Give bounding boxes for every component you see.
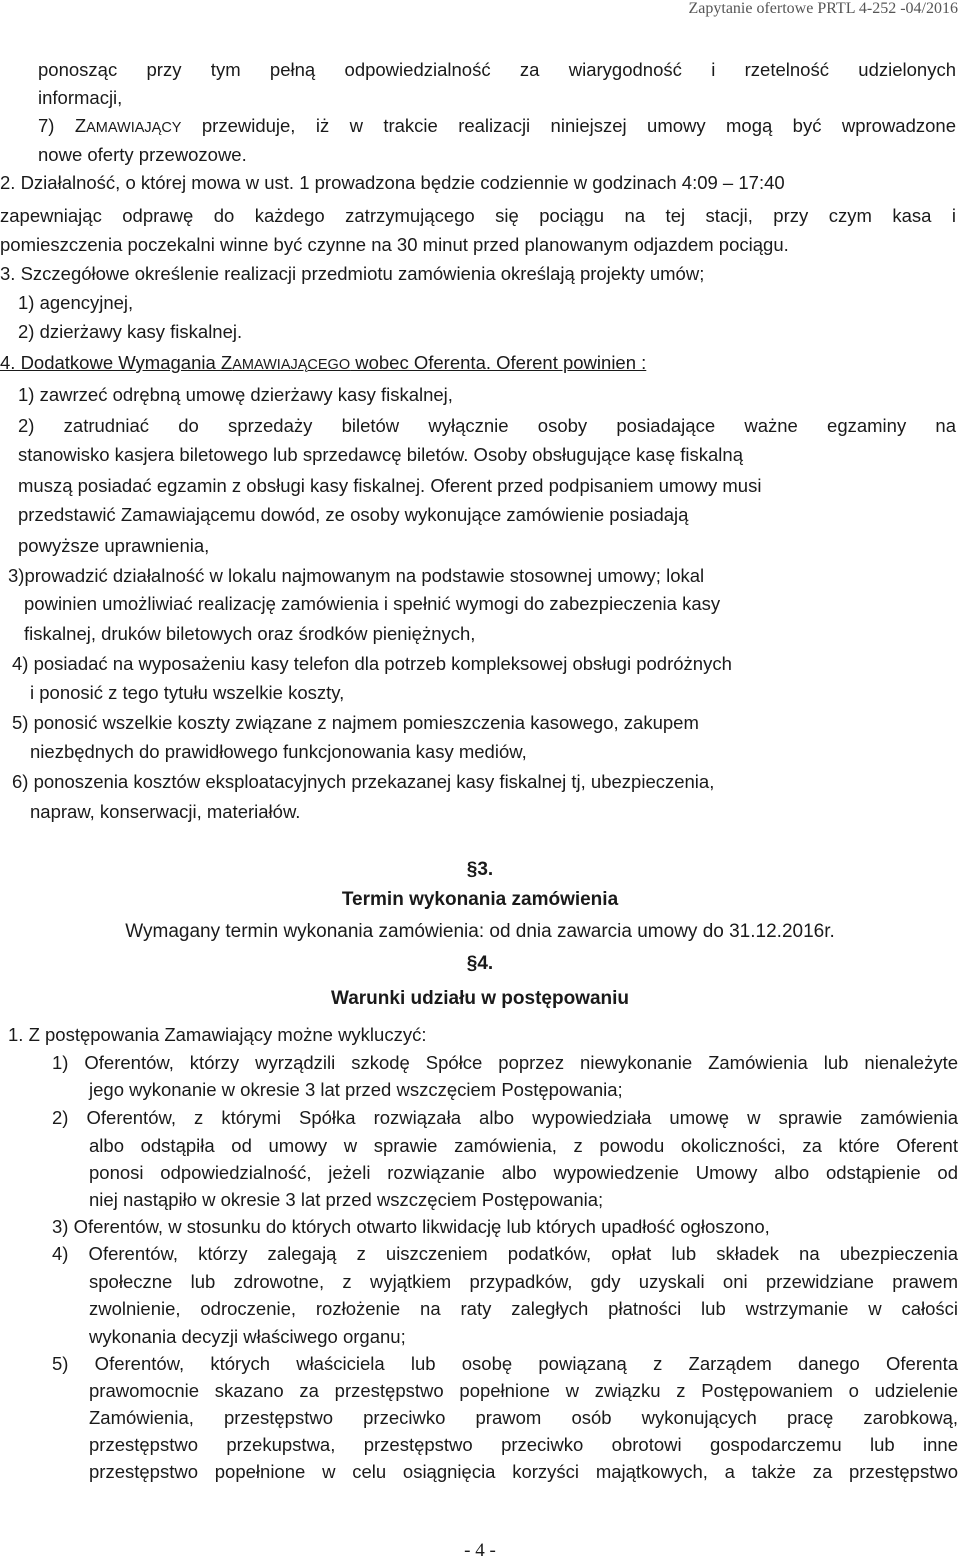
point-7-line-1: 7) ZAMAWIAJĄCY przewiduje, iż w trakcie realizacji niniejszej umowy mogą być wprowadzone bbox=[38, 115, 957, 136]
condition-4-line-2: społeczne lub zdrowotne, z wyjątkiem przypadków, gdy uzyskali oni przewidziane prawem bbox=[89, 1271, 958, 1292]
point-3-line-1: 3. Szczegółowe określenie realizacji przedmiotu zamówienia określają projekty umów; bbox=[0, 263, 705, 284]
requirement-2-line-3: muszą posiadać egzamin z obsługi kasy fiskalnej. Oferent przed podpisaniem umowy musi bbox=[18, 475, 762, 496]
condition-2-line-3: ponosi odpowiedzialność, jeżeli rozwiązanie albo wypowiedzenie Umowy albo odstąpienie od bbox=[89, 1162, 958, 1183]
requirement-2-line-1: 2) zatrudniać do sprzedaży biletów wyłącznie osoby posiadające ważne egzaminy na bbox=[18, 415, 956, 436]
section-3-title: Termin wykonania zamówienia bbox=[341, 889, 619, 910]
condition-5-line-1: 5) Oferentów, których właściciela lub osobę powiązaną z Zarządem danego Oferenta bbox=[52, 1353, 958, 1374]
condition-1-line-1: 1) Oferentów, którzy wyrządzili szkodę Spółce poprzez niewykonanie Zamówienia lub nienależyte bbox=[52, 1052, 958, 1073]
requirement-2-line-2: stanowisko kasjera biletowego lub sprzedawcę biletów. Osoby obsługujące kasę fiskalną bbox=[18, 444, 743, 465]
condition-4-line-3: zwolnienie, odroczenie, rozłożenie na raty zaległych płatności lub wstrzymanie w całości bbox=[89, 1298, 958, 1319]
point-3-item-2: 2) dzierżawy kasy fiskalnej. bbox=[18, 321, 243, 342]
requirement-2-line-4: przedstawić Zamawiającemu dowód, ze osoby wykonujące zamówienie posiadają bbox=[18, 504, 689, 525]
condition-1-line-2: jego wykonanie w okresie 3 lat przed wszczęciem Postępowania; bbox=[89, 1079, 623, 1100]
requirement-3-line-2: powinien umożliwiać realizację zamówienia i spełnić wymogi do zabezpieczenia kasy bbox=[24, 593, 721, 614]
requirement-5-line-1: 5) ponosić wszelkie koszty związane z najmem pomieszczenia kasowego, zakupem bbox=[12, 712, 699, 733]
requirement-6-line-2: napraw, konserwacji, materiałów. bbox=[30, 801, 301, 822]
condition-3-line-1: 3) Oferentów, w stosunku do których otwarto likwidację lub których upadłość ogłoszono, bbox=[52, 1216, 770, 1237]
section-4-number: §4. bbox=[466, 953, 494, 974]
requirement-3-line-3: fiskalnej, druków biletowych oraz środków pieniężnych, bbox=[24, 623, 476, 644]
requirement-4-line-2: i ponosić z tego tytułu wszelkie koszty, bbox=[30, 682, 345, 703]
condition-5-line-3: Zamówienia, przestępstwo przeciwko prawom osób wykonujących pracę zarobkową, bbox=[89, 1407, 958, 1428]
condition-2-line-2: albo odstąpiła od umowy w sprawie zamówienia, z powodu okoliczności, za które Oferent bbox=[89, 1135, 958, 1156]
condition-5-line-5: przestępstwo popełnione w celu osiągnięcia korzyści majątkowych, a także za przestępstwo bbox=[89, 1461, 958, 1482]
condition-2-line-4: niej nastąpiło w okresie 3 lat przed wszczęciem Postępowania; bbox=[89, 1189, 604, 1210]
section-4-title: Warunki udziału w postępowaniu bbox=[330, 988, 630, 1009]
requirement-6-line-1: 6) ponoszenia kosztów eksploatacyjnych przekazanej kasy fiskalnej tj, ubezpieczenia, bbox=[12, 771, 715, 792]
requirement-5-line-2: niezbędnych do prawidłowego funkcjonowania kasy mediów, bbox=[30, 741, 527, 762]
point-2-line-3: pomieszczenia poczekalni winne być czynne na 30 minut przed planowanym odjazdem pociągu. bbox=[0, 234, 789, 255]
section-3-number: §3. bbox=[466, 859, 494, 880]
requirement-3-line-1: 3)prowadzić działalność w lokalu najmowanym na podstawie stosownej umowy; lokal bbox=[8, 565, 705, 586]
requirement-4-line-1: 4) posiadać na wyposażeniu kasy telefon dla potrzeb kompleksowej obsługi podróżnych bbox=[12, 653, 732, 674]
condition-5-line-2: prawomocnie skazano za przestępstwo popełnione w związku z Postępowaniem o udzielenie bbox=[89, 1380, 958, 1401]
condition-2-line-1: 2) Oferentów, z którymi Spółka rozwiązała albo wypowiedziała umowę w sprawie zamówienia bbox=[52, 1107, 958, 1128]
text-line: ponosząc przy tym pełną odpowiedzialność za wiarygodność i rzetelność udzielonych bbox=[38, 59, 956, 80]
condition-5-line-4: przestępstwo przekupstwa, przestępstwo przeciwko obrotowi gospodarczemu lub inne bbox=[89, 1434, 958, 1455]
condition-4-line-1: 4) Oferentów, którzy zalegają z uiszczeniem podatków, opłat lub składek na ubezpieczenia bbox=[52, 1243, 958, 1264]
point-2-line-2: zapewniając odprawę do każdego zatrzymującego się pociągu na tej stacji, przy czym kasa i bbox=[0, 205, 956, 226]
text-line: informacji, bbox=[38, 87, 123, 108]
document-reference-header: Zapytanie ofertowe PRTL 4-252 -04/2016 bbox=[688, 0, 958, 17]
requirement-1: 1) zawrzeć odrębną umowę dzierżawy kasy fiskalnej, bbox=[18, 384, 453, 405]
point-4-heading: 4. Dodatkowe Wymagania ZAMAWIAJĄCEGO wobec Oferenta. Oferent powinien : bbox=[0, 352, 647, 373]
point-3-item-1: 1) agencyjnej, bbox=[18, 292, 134, 313]
section-4-intro: 1. Z postępowania Zamawiający możne wykluczyć: bbox=[8, 1024, 427, 1045]
page-number: - 4 - bbox=[464, 1540, 496, 1561]
point-7-line-2: nowe oferty przewozowe. bbox=[38, 144, 247, 165]
condition-4-line-4: wykonania decyzji właściwego organu; bbox=[89, 1326, 406, 1347]
requirement-2-line-5: powyższe uprawnienia, bbox=[18, 535, 210, 556]
section-3-text: Wymagany termin wykonania zamówienia: od dnia zawarcia umowy do 31.12.2016r. bbox=[125, 921, 835, 942]
point-2-line-1: 2. Działalność, o której mowa w ust. 1 prowadzona będzie codziennie w godzinach 4:09 – 17:40 bbox=[0, 172, 785, 193]
